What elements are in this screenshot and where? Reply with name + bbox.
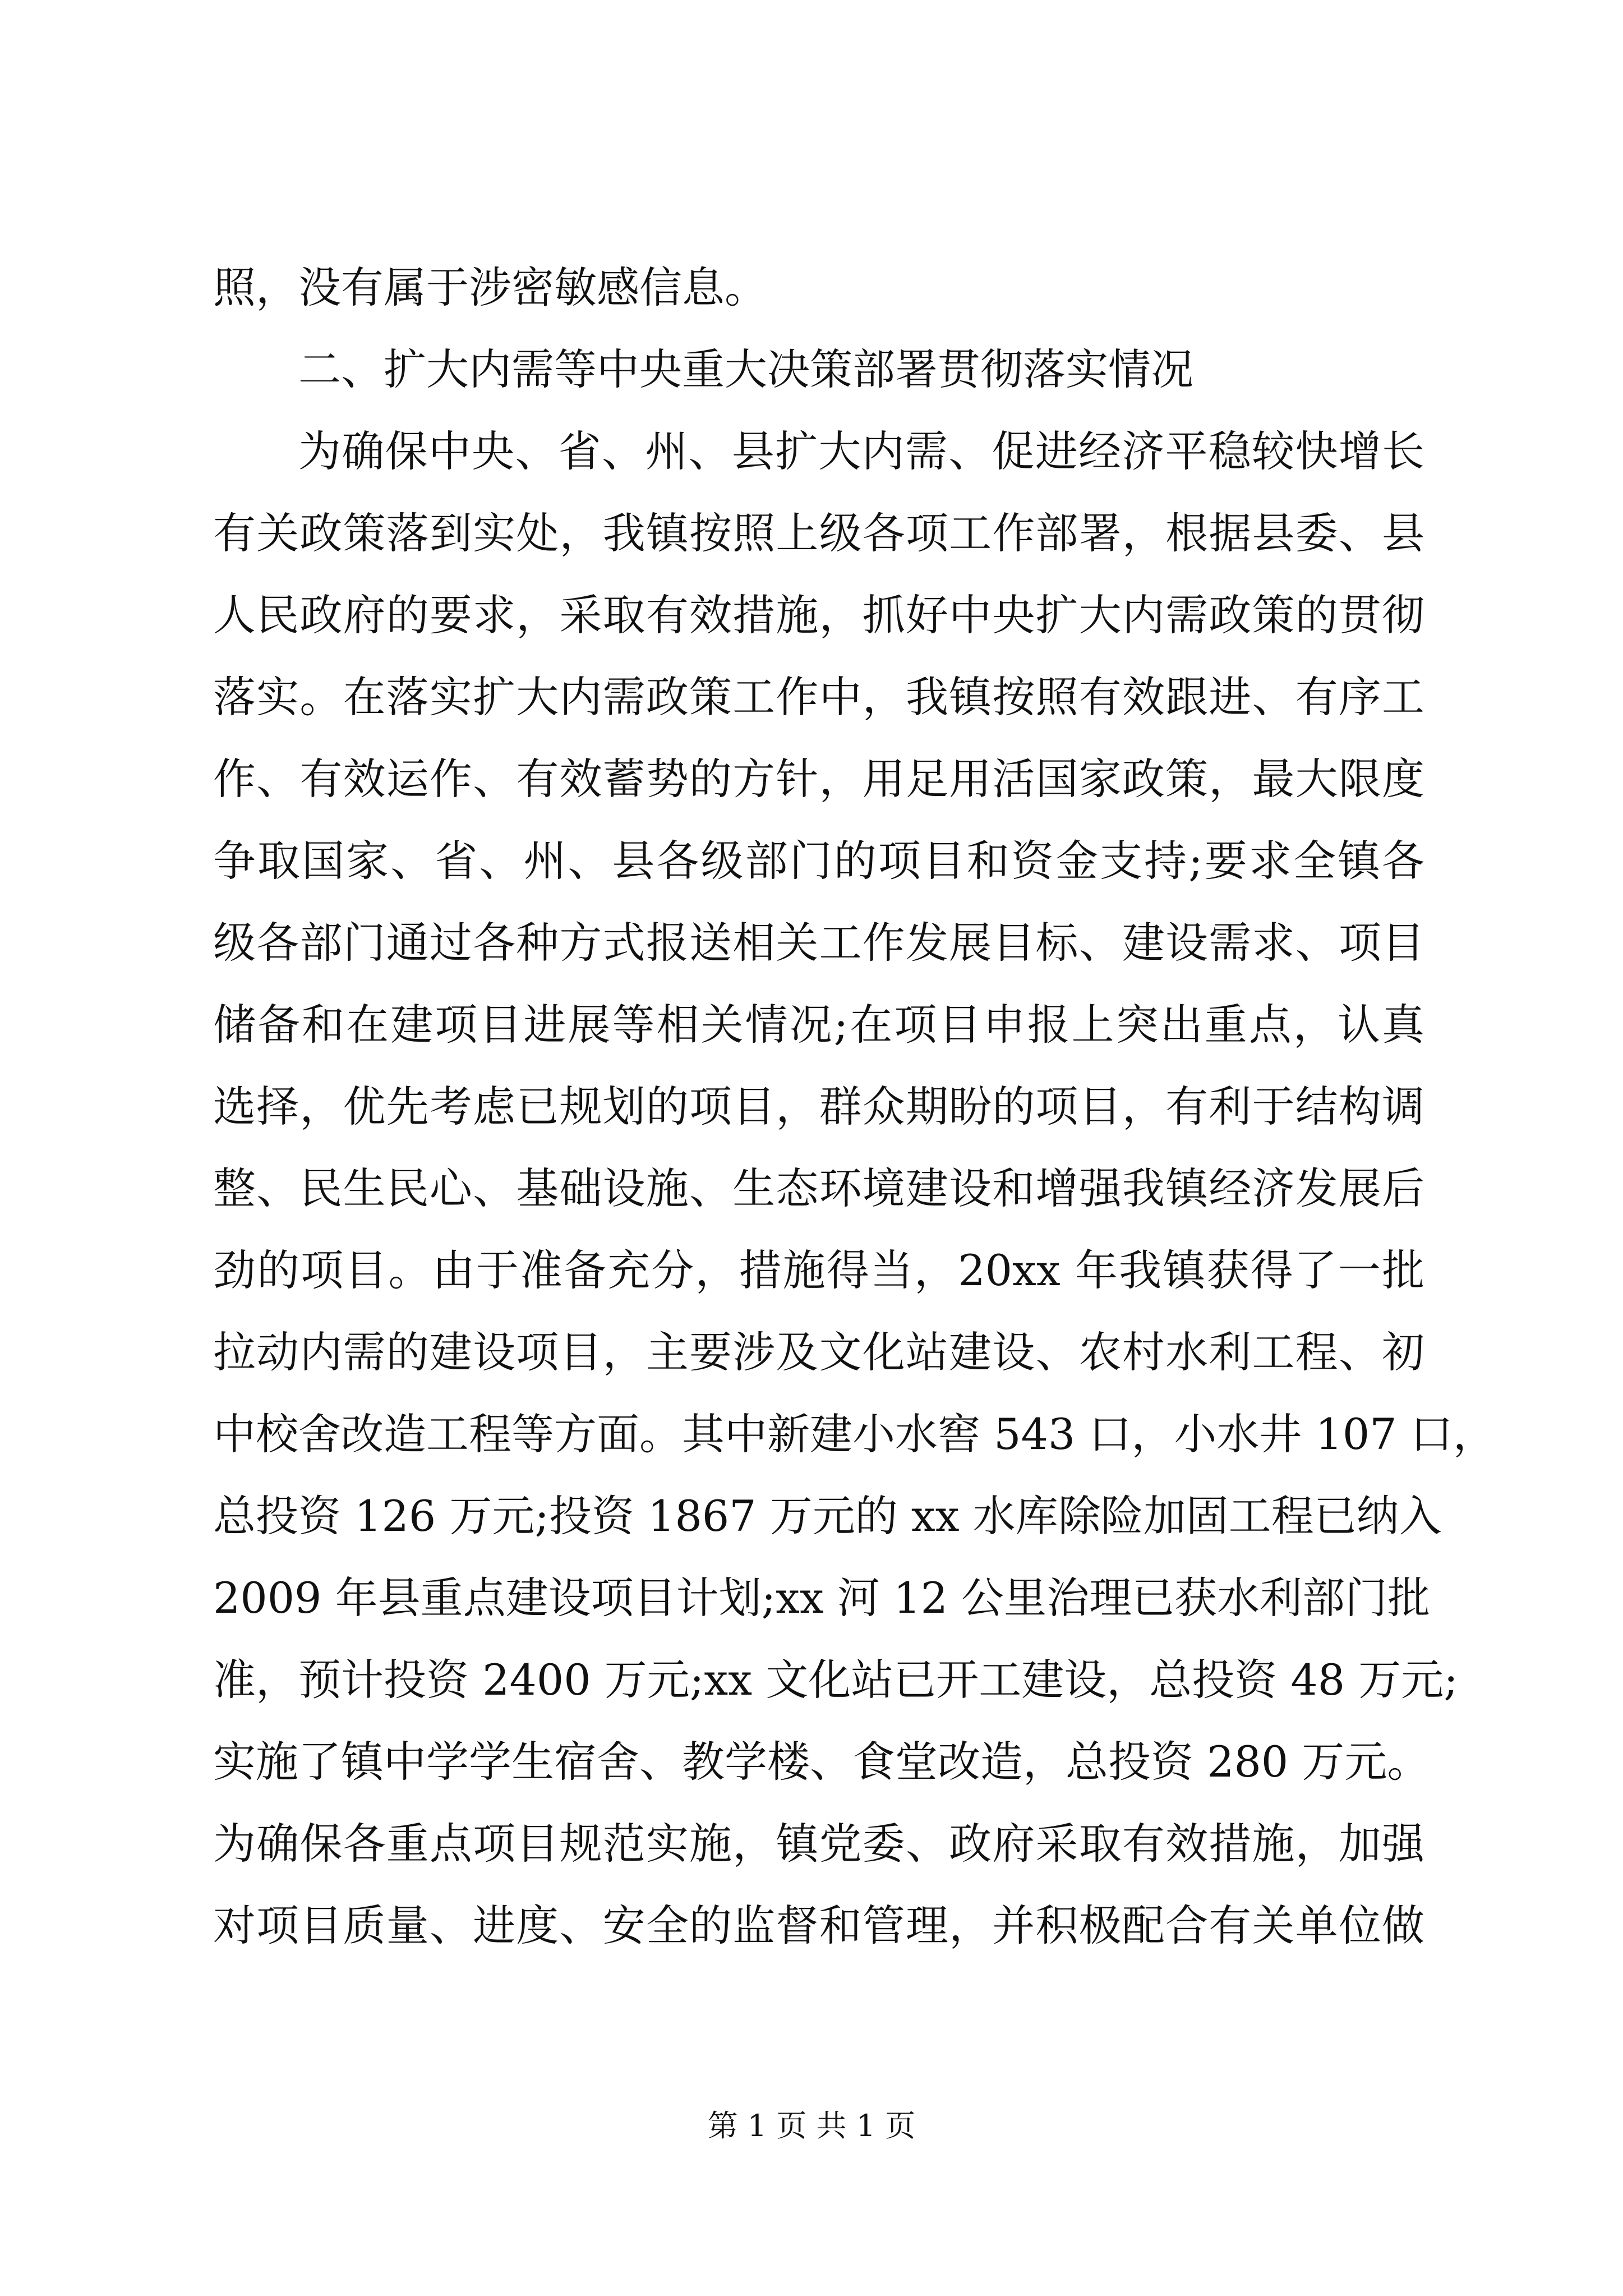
text-line: 人民政府的要求，采取有效措施，抓好中央扩大内需政策的贯彻 [213,590,1424,640]
text-line: 储备和在建项目进展等相关情况;在项目申报上突出重点，认真 [213,1000,1424,1050]
text-line: 2009 年县重点建设项目计划;xx 河 12 公里治理已获水利部门批 [213,1573,1431,1623]
text-line: 作、有效运作、有效蓄势的方针，用足用活国家政策，最大限度 [213,754,1424,804]
text-line: 整、民生民心、基础设施、生态环境建设和增强我镇经济发展后 [213,1163,1424,1213]
text-line: 级各部门通过各种方式报送相关工作发展目标、建设需求、项目 [213,918,1424,968]
section-heading: 二、扩大内需等中央重大决策部署贯彻落实情况 [298,344,1193,394]
text-line: 拉动内需的建设项目，主要涉及文化站建设、农村水利工程、初 [213,1327,1424,1377]
text-line: 总投资 126 万元;投资 1867 万元的 xx 水库除险加固工程已纳入 [213,1491,1442,1541]
text-line: 中校舍改造工程等方面。其中新建小水窖 543 口，小水井 107 口， [213,1409,1496,1459]
text-line: 准，预计投资 2400 万元;xx 文化站已开工建设，总投资 48 万元; [213,1655,1458,1705]
document-body [213,247,1496,1967]
text-line: 有关政策落到实处，我镇按照上级各项工作部署，根据县委、县 [213,508,1424,558]
text-line: 为确保中央、省、州、县扩大内需、促进经济平稳较快增长 [298,426,1424,476]
text-line: 选择，优先考虑已规划的项目，群众期盼的项目，有利于结构调 [213,1082,1424,1131]
text-line: 照，没有属于涉密敏感信息。 [213,263,767,312]
text-line: 为确保各重点项目规范实施，镇党委、政府采取有效措施，加强 [213,1819,1424,1869]
text-line: 劲的项目。由于准备充分，措施得当，20xx 年我镇获得了一批 [213,1245,1424,1295]
text-line: 落实。在落实扩大内需政策工作中，我镇按照有效跟进、有序工 [213,672,1424,722]
page-number-footer: 第 1 页 共 1 页 [707,2108,916,2143]
text-line: 对项目质量、进度、安全的监督和管理，并积极配合有关单位做 [213,1901,1424,1950]
text-line: 争取国家、省、州、县各级部门的项目和资金支持;要求全镇各 [213,836,1424,886]
text-line: 实施了镇中学学生宿舍、教学楼、食堂改造，总投资 280 万元。 [213,1737,1430,1787]
